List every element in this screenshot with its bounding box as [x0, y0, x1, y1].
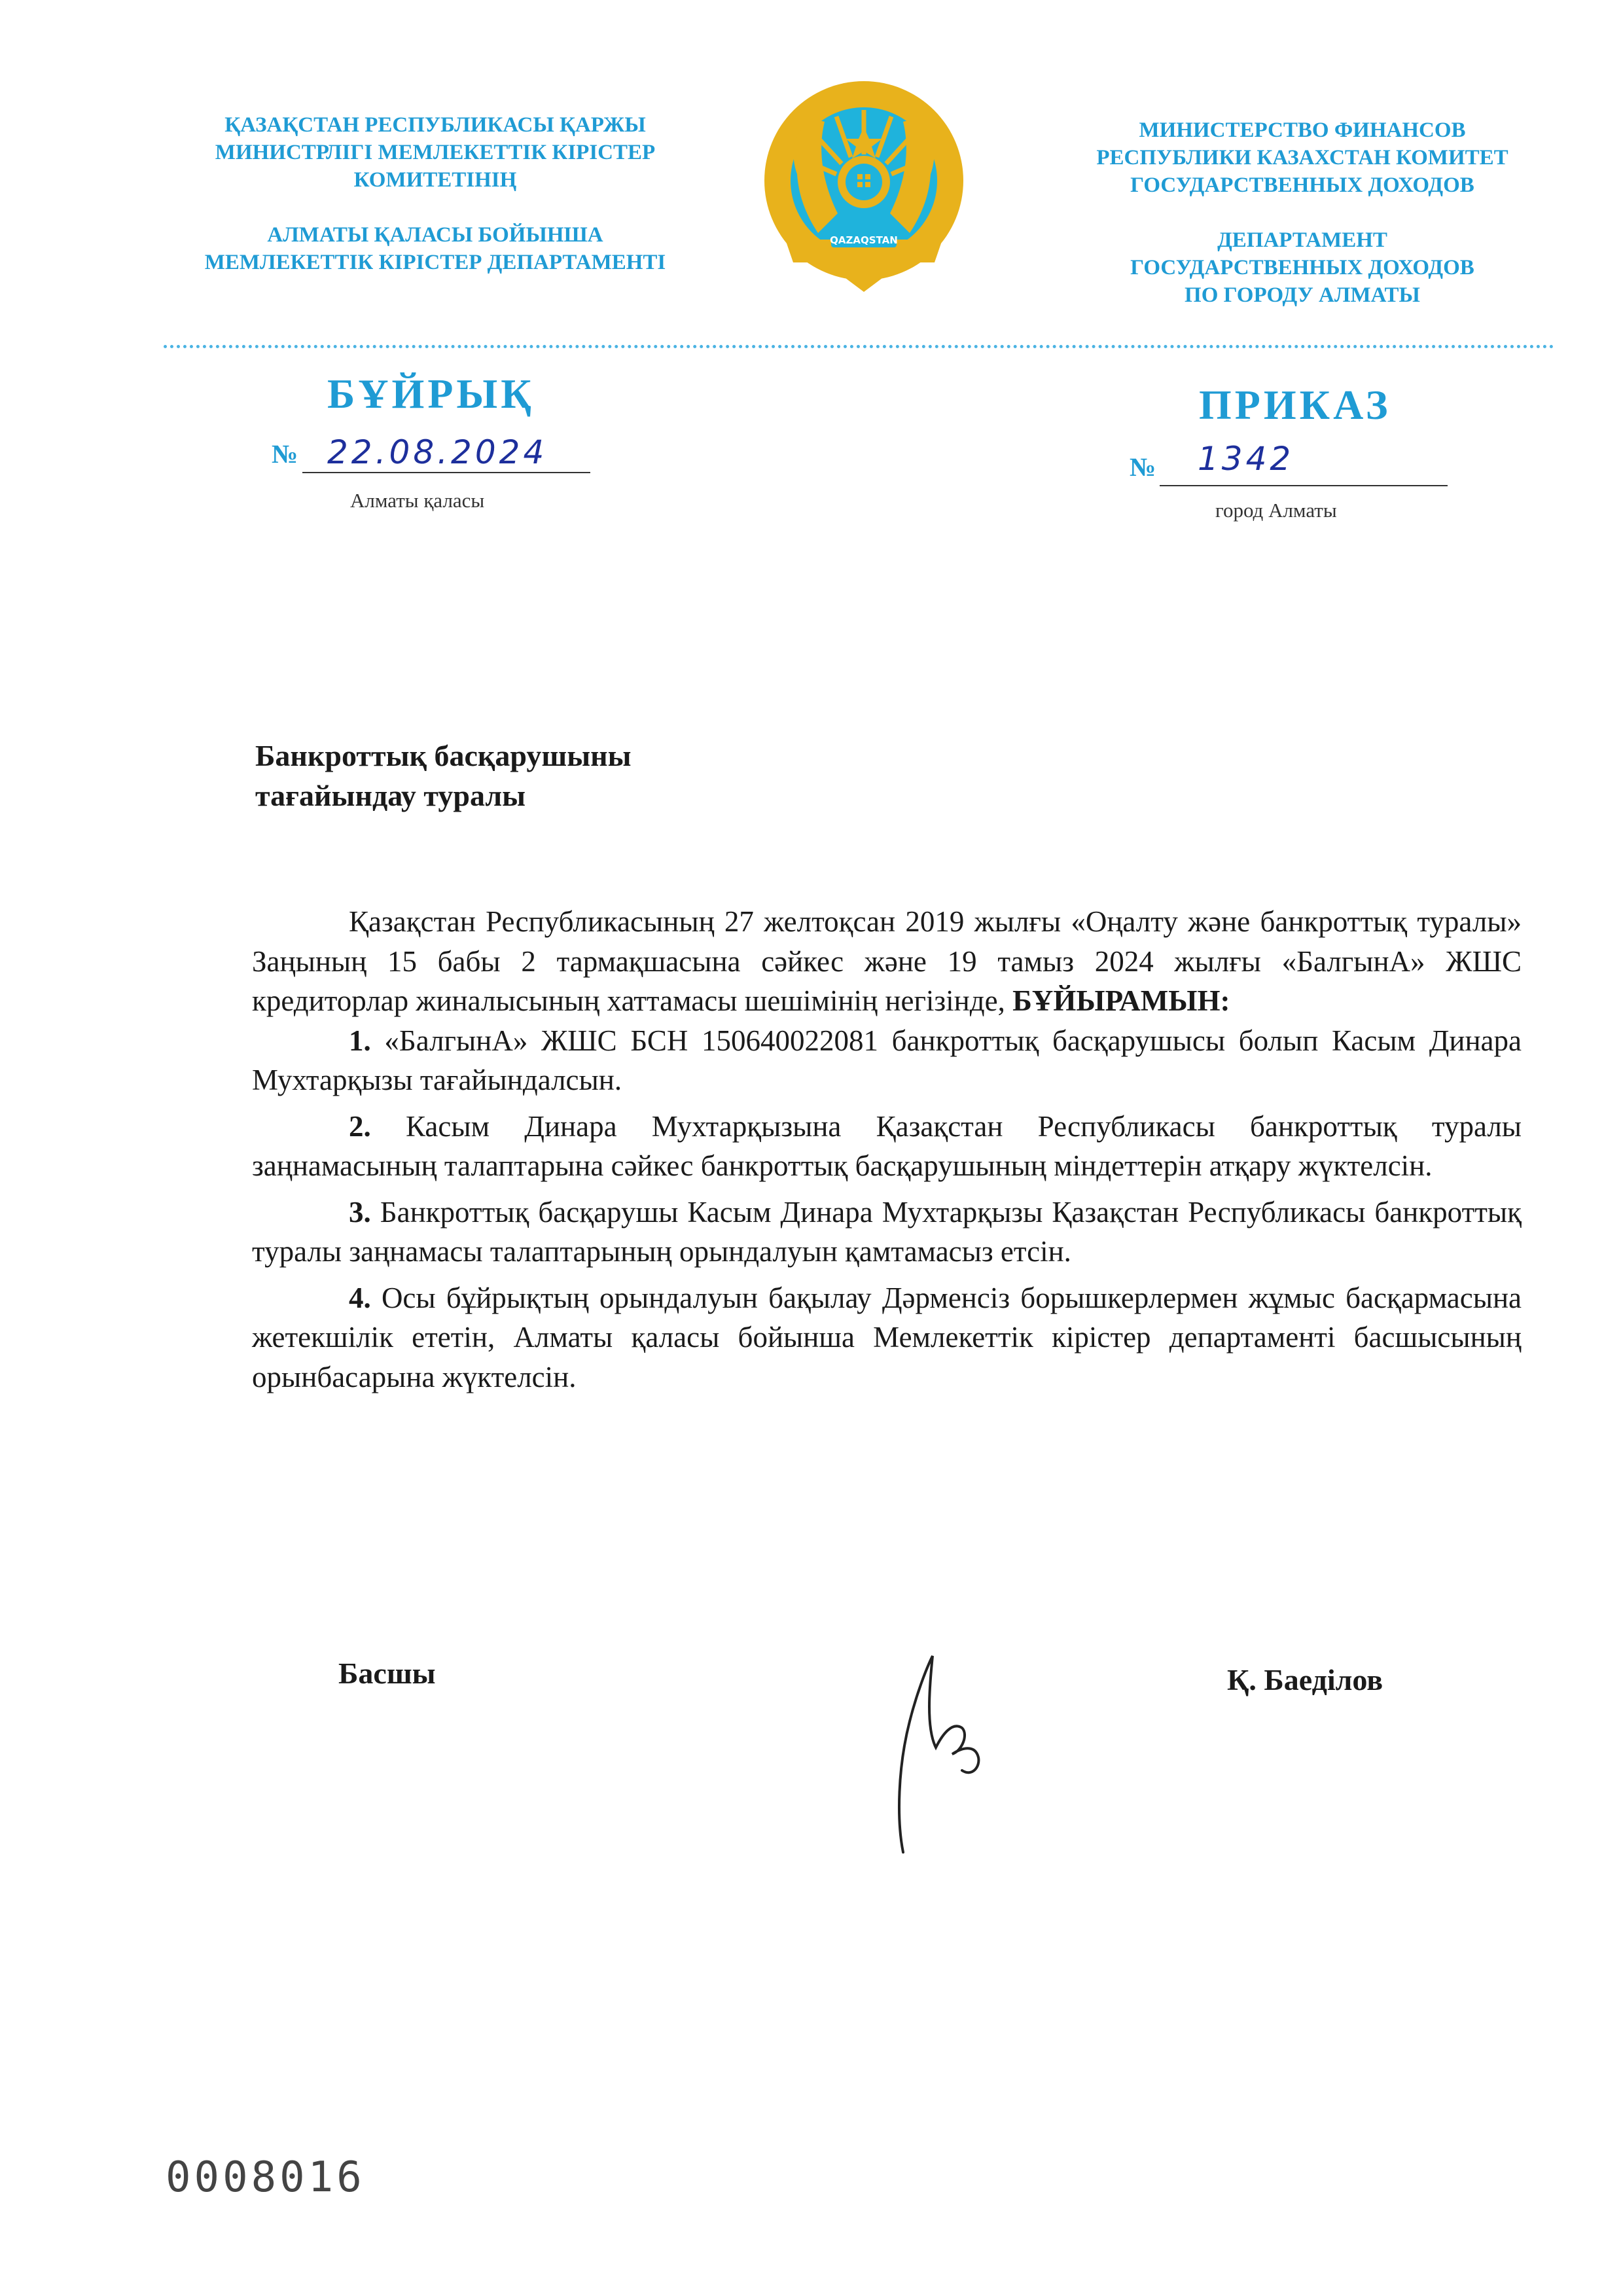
header-ru-line: ГОСУДАРСТВЕННЫХ ДОХОДОВ [1130, 173, 1474, 197]
header-kz-line: МЕМЛЕКЕТТІК КІРІСТЕР ДЕПАРТАМЕНТІ [204, 251, 666, 274]
signer-role: Басшы [338, 1657, 436, 1690]
header-ru-line: ДЕПАРТАМЕНТ [1217, 228, 1387, 252]
item-text: Банкроттық басқарушы Касым Динара Мухтарқызы Қазақстан Республикасы банкроттық туралы заңнамасы талаптарының орындалуын қамтамасыз етсін. [252, 1195, 1522, 1268]
serial-number: 0008016 [166, 2153, 365, 2202]
header-ru [1041, 117, 1564, 309]
item-text: Осы бұйрықтың орындалуын бақылау Дәрменсіз борышкерлермен жұмыс басқармасына жетекшілік ететін, Алматы қаласы бойынша Мемлекеттік кірістер департаменті басшысының орынбасарына жүктелсін. [252, 1281, 1522, 1393]
header-divider [164, 345, 1554, 348]
emblem-text: QAZAQSTAN [830, 234, 898, 246]
city-ru: город Алматы [1215, 499, 1337, 522]
preamble-paragraph [252, 902, 1522, 1021]
order-title-kz: БҰЙРЫҚ [327, 370, 535, 417]
order-verb: БҰЙЫРАМЫН: [1012, 984, 1230, 1017]
number-sign-kz: № [272, 439, 298, 469]
number-underline-ru [1160, 485, 1448, 486]
item-number: 2. [349, 1109, 371, 1143]
item-number: 3. [349, 1195, 371, 1229]
header-kz [151, 111, 720, 276]
order-item [252, 1193, 1522, 1272]
handwritten-signature [864, 1636, 1021, 1872]
header-ru-line: ГОСУДАРСТВЕННЫХ ДОХОДОВ [1130, 256, 1474, 279]
header-ru-line: РЕСПУБЛИКИ КАЗАХСТАН КОМИТЕТ [1096, 146, 1508, 170]
order-item [252, 1021, 1522, 1100]
order-title-ru: ПРИКАЗ [1199, 382, 1391, 428]
header-ru-line: МИНИСТЕРСТВО ФИНАНСОВ [1139, 118, 1466, 142]
order-item [252, 1107, 1522, 1186]
item-number: 4. [349, 1281, 371, 1314]
order-item [252, 1278, 1522, 1397]
subject-line: тағайындау туралы [255, 779, 526, 812]
document-subject [255, 736, 844, 816]
preamble-text: Қазақстан Республикасының 27 желтоқсан 2019 жылғы «Оңалту және банкроттық туралы» Заңының 15 бабы 2 тармақшасына сәйкес және 19 тамыз 2024 жылғы «БалгынА» ЖШС кредиторлар жиналысының хаттамасы шешімінің негізінде, [252, 905, 1522, 1017]
item-number: 1. [349, 1024, 371, 1057]
item-text: Касым Динара Мухтарқызына Қазақстан Республикасы банкроттық туралы заңнамасының талаптарына сәйкес банкроттық басқарушының міндеттерін атқару жүктелсін. [252, 1109, 1522, 1182]
signer-name: Қ. Баеділов [1227, 1663, 1383, 1696]
subject-line: Банкроттық басқарушыны [255, 739, 632, 772]
number-sign-ru: № [1130, 452, 1156, 482]
header-kz-line: КОМИТЕТІНІҢ [353, 168, 517, 192]
header-ru-line: ПО ГОРОДУ АЛМАТЫ [1185, 283, 1420, 307]
handwritten-order-number: 1342 [1198, 440, 1294, 478]
handwritten-date: 22.08.2024 [327, 433, 548, 471]
number-underline-kz [302, 472, 590, 473]
header-kz-line: ҚАЗАҚСТАН РЕСПУБЛИКАСЫ ҚАРЖЫ [224, 113, 646, 137]
state-emblem-icon [759, 76, 969, 296]
city-kz: Алматы қаласы [350, 489, 485, 512]
document-body [252, 902, 1522, 1397]
item-text: «БалгынА» ЖШС БСН 150640022081 банкроттық басқарушысы болып Касым Динара Мухтарқызы тағайындалсын. [252, 1024, 1522, 1096]
header-kz-line: АЛМАТЫ ҚАЛАСЫ БОЙЫНША [267, 223, 603, 247]
header-kz-line: МИНИСТРЛІГІ МЕМЛЕКЕТТІК КІРІСТЕР [215, 141, 656, 164]
